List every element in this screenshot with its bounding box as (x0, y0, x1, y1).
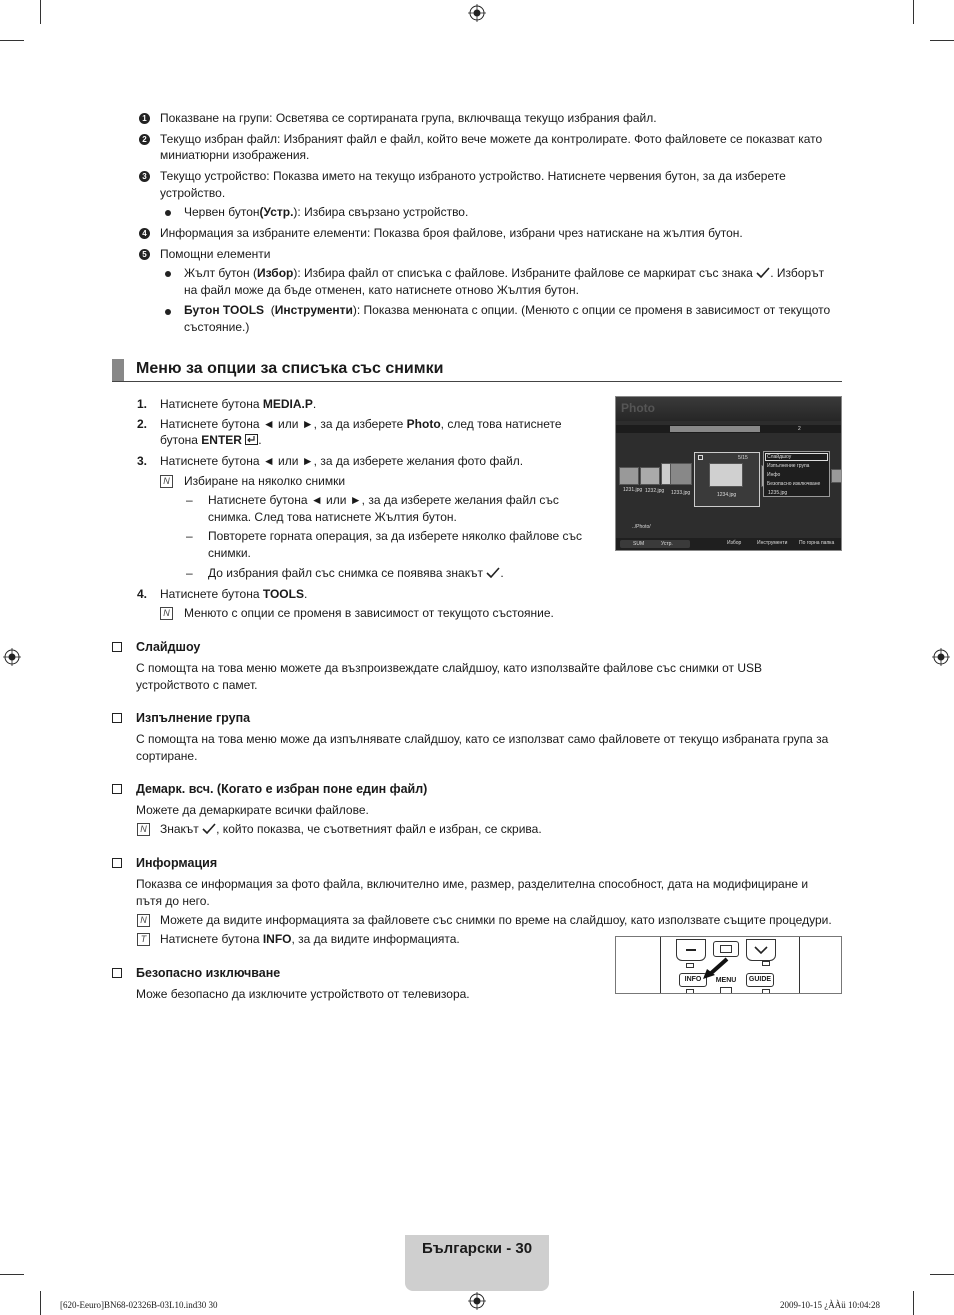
step-text: Натиснете бутона TOOLS. (160, 587, 308, 601)
section-checkbox-icon (112, 784, 122, 794)
section-checkbox-icon (112, 642, 122, 652)
checkmark-icon (756, 267, 770, 278)
small-icon (762, 989, 770, 994)
item-text: Информация за избраните елементи: Показва броя файлове, избрани чрез натискане на жълтия бутон. (160, 226, 743, 240)
section-rule (112, 381, 842, 382)
source-icon (720, 945, 732, 953)
remote-illustration (615, 936, 842, 994)
menu-item-info: Инфо (767, 472, 781, 478)
item-number-badge: 1 (139, 113, 150, 124)
subsection-text: Показва се информация за фото файла, включително име, размер, разделителна способност, дата на модифициране и (136, 877, 809, 891)
bullet-text: на файл може да бъде отменен, като натиснете отново Жълтия бутон. (184, 283, 579, 297)
crop-mark (930, 1274, 954, 1275)
step-text: Натиснете бутона ◄ или ►, за да изберете желания фото файл. (160, 454, 524, 468)
small-icon (686, 963, 694, 968)
bullet-text: състояние.) (184, 320, 250, 334)
file-name: 1234.jpg (717, 492, 737, 498)
dash: – (186, 566, 193, 580)
subsection-title: Демарк. всч. (Когато е избран поне един файл) (136, 782, 428, 796)
section-checkbox-icon (112, 713, 122, 723)
section-title: Меню за опции за списъка със снимки (136, 360, 444, 377)
file-name: 1235.jpg (768, 490, 788, 496)
print-file-info: [620-Eeuro]BN68-02326B-03L10.ind30 30 (60, 1300, 218, 1310)
folder-path: ../Photo/ (632, 524, 651, 530)
checkmark-icon (202, 823, 216, 834)
device-indicator (620, 540, 690, 548)
file-name: 1233.jpg (671, 490, 691, 496)
dash-text: снимки. (208, 546, 251, 560)
selected-photo (709, 463, 743, 487)
subsection-title: Слайдшоу (136, 640, 201, 654)
dash: – (186, 529, 193, 543)
guide-button: GUIDE (746, 973, 774, 987)
bullet-text: Бутон TOOLS (Инструменти): Показва менюната с опции. (Менюто с опции се променя в зависимост от текущото (184, 303, 831, 317)
file-name: 1231.jpg (623, 487, 643, 493)
item-number-badge: 5 (139, 249, 150, 260)
photo-thumbnail (670, 463, 692, 485)
section-checkbox-icon (112, 858, 122, 868)
dash: – (186, 493, 193, 507)
note-text: Знакът , който показва, че съответният файл е избран, се скрива. (160, 822, 542, 836)
item-text: Показване на групи: Осветява се сортираната група, включваща текущо избрания файл. (160, 111, 657, 125)
chevron-down-icon (754, 946, 768, 954)
subsection-text: С помощта на това меню можете да възпроизвеждате слайдшоу, като използвайте файлове със снимки от USB (136, 661, 763, 675)
file-name: 1232.jpg (645, 488, 665, 494)
photo-thumbnail (640, 467, 660, 485)
screen-title: Photo (621, 401, 655, 415)
note-icon: N (160, 475, 173, 488)
crop-mark (0, 40, 24, 41)
menu-button: MENU (715, 977, 737, 984)
note-text: Избиране на няколко снимки (184, 474, 346, 488)
photo-thumbnail (831, 469, 842, 483)
device-label: Устр. (661, 541, 673, 547)
crop-mark (930, 40, 954, 41)
file-counter: 5/15 (738, 455, 748, 461)
step-text: бутона ENTER . (160, 433, 262, 447)
group-bar-highlight (670, 426, 760, 432)
note-text: Можете да видите информацията за файловете със снимки по време на слайдшоу, като използвате същите процедури. (160, 913, 832, 927)
checkmark-icon (486, 567, 500, 578)
dash-text: снимка. След това натиснете Жълтия бутон. (208, 510, 457, 524)
info-button: INFO (679, 973, 707, 987)
registration-mark-icon (468, 1292, 486, 1310)
help-parent-folder: По горна папка (799, 540, 835, 546)
subsection-text: сортиране. (136, 749, 198, 763)
subsection-title: Информация (136, 856, 218, 870)
registration-mark-icon (932, 648, 950, 666)
small-icon (686, 989, 694, 994)
registration-mark-icon (468, 4, 486, 22)
crop-mark (913, 0, 914, 24)
step-text: Натиснете бутона MEDIA.P. (160, 397, 317, 411)
item-text: Текущо избран файл: Избраният файл е файл, който вече можете да контролирате. Фото файловете се показват като (160, 132, 823, 146)
menu-item-slideshow: Слайдшоу (767, 454, 792, 460)
menu-item-safe-remove: Безопасно изключване (767, 481, 821, 487)
item-number-badge: 2 (139, 134, 150, 145)
subsection-title: Безопасно изключване (136, 966, 281, 980)
bullet-text: Червен бутон(Устр.): Избира свързано устройство. (184, 205, 469, 219)
subsection-text: пътя до него. (136, 894, 210, 908)
photo-thumbnail (619, 467, 639, 485)
bullet-dot (165, 210, 171, 216)
item-number-badge: 3 (139, 171, 150, 182)
note-icon: N (160, 607, 173, 620)
item-text: миниатюрни изображения. (160, 148, 310, 162)
item-number-badge: 4 (139, 228, 150, 239)
item-text: Текущо устройство: Показва името на текущо избраното устройство. Натиснете червения бутон, за да изберете (160, 169, 786, 183)
minus-icon (686, 949, 696, 951)
item-text: устройство. (160, 186, 226, 200)
photo-screen-illustration (615, 396, 842, 551)
subsection-text: С помощта на това меню може да изпълнявате слайдшоу, като се използват само файловете от текущо избраната група за (136, 732, 829, 746)
step-number: 3. (137, 454, 148, 468)
subsection-text: устройството с памет. (136, 678, 258, 692)
page-label: Български - 30 (421, 1240, 533, 1257)
bullet-dot (165, 309, 171, 315)
step-number: 4. (137, 587, 148, 601)
subsection-text: Може безопасно да изключите устройството от телевизора. (136, 987, 470, 1001)
step-number: 1. (137, 397, 148, 411)
registration-mark-icon (3, 648, 21, 666)
small-icon (762, 961, 770, 966)
print-date-info: 2009-10-15 ¿ÀÀü 10:04:28 (780, 1300, 880, 1310)
enter-icon (245, 434, 258, 445)
bullet-dot (165, 271, 171, 277)
crop-mark (913, 1291, 914, 1315)
note-icon: N (137, 914, 150, 927)
menu-icon (720, 987, 732, 994)
note-text: Натиснете бутона INFO, за да видите информацията. (160, 932, 460, 946)
help-select: Избор (727, 540, 742, 546)
crop-mark (40, 0, 41, 24)
menu-item-group: Изпълнение група (767, 463, 810, 469)
remote-note-icon: T (137, 933, 150, 946)
crop-mark (40, 1291, 41, 1315)
note-text: Менюто с опции се променя в зависимост от текущото състояние. (184, 606, 554, 620)
bullet-text: Жълт бутон (Избор): Избира файл от списъка с файлове. Избраните файлове се маркират със знака . Изборът (184, 266, 825, 280)
step-text: Натиснете бутона ◄ или ►, за да изберете Photo, след това натиснете (160, 417, 562, 431)
subsection-text: Можете да демаркирате всички файлове. (136, 803, 369, 817)
device-name: SUM (633, 541, 645, 547)
help-tools: Инструменти (757, 540, 788, 546)
dash-text: До избрания файл със снимка се появява знакът . (208, 566, 504, 580)
step-number: 2. (137, 417, 148, 431)
section-checkbox-icon (112, 968, 122, 978)
item-text: Помощни елементи (160, 247, 271, 261)
note-icon: N (137, 823, 150, 836)
section-marker (112, 359, 124, 381)
subsection-title: Изпълнение група (136, 711, 251, 725)
crop-mark (0, 1274, 24, 1275)
dash-text: Повторете горната операция, за да изберете няколко файлове със (208, 529, 583, 543)
dash-text: Натиснете бутона ◄ или ►, за да изберете желания файл със (208, 493, 559, 507)
group-number: 2 (798, 426, 801, 432)
selection-checkbox (698, 455, 703, 460)
